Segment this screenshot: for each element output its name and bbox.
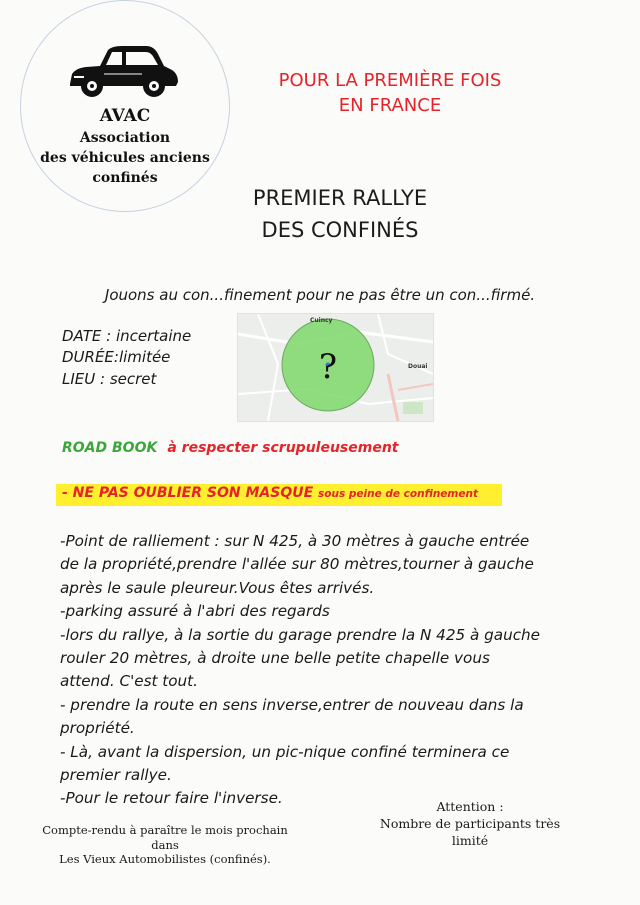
road-book-label: ROAD BOOK (62, 440, 158, 456)
map-label-right: Douai (408, 363, 428, 370)
body-line: -Point de ralliement : sur N 425, à 30 mètres à gauche entrée (60, 532, 530, 550)
logo-name: AVAC (99, 106, 151, 126)
headline-line2: EN FRANCE (338, 95, 442, 116)
footer-right-line1: Attention : (436, 799, 504, 814)
instructions-body (60, 530, 600, 811)
logo-line3: confinés (92, 170, 158, 186)
footer-right (370, 798, 570, 849)
footer-right-line3: limité (451, 833, 489, 848)
body-line: de la propriété,prendre l'allée sur 80 mètres,tourner à gauche (60, 555, 534, 574)
footer-left-line3: Les Vieux Automobilistes (confinés). (59, 852, 271, 866)
mask-small: sous peine de confinement (318, 488, 478, 500)
headline-line1: POUR LA PREMIÈRE FOIS (278, 70, 502, 91)
title-line2: DES CONFINÉS (261, 218, 419, 242)
info-duree: DURÉE:limitée (62, 348, 171, 366)
body-line: propriété. (60, 719, 135, 738)
footer-left-line2: dans (151, 837, 179, 852)
body-line: rouler 20 mètres, à droite une belle petite chapelle vous (60, 649, 490, 668)
body-line: - Là, avant la dispersion, un pic-nique confiné terminera ce (60, 742, 510, 761)
logo-line2: des véhicules anciens (40, 150, 210, 166)
title-line1: PREMIER RALLYE (252, 186, 428, 210)
body-line: après le saule pleureur.Vous êtes arrivés. (60, 578, 375, 597)
map-image (238, 314, 433, 421)
footer-right-line2: Nombre de participants très (379, 816, 561, 831)
road-book-note: à respecter scrupuleusement (167, 440, 399, 456)
road-book-line (62, 440, 399, 456)
body-line: -parking assuré à l'abri des regards (60, 602, 330, 621)
map-question-mark: ? (318, 347, 338, 387)
mask-main: - NE PAS OUBLIER SON MASQUE (62, 485, 314, 501)
map-label-top: Cuincy (310, 317, 333, 324)
intro-text: Jouons au con...finement pour ne pas être un con...firmé. (104, 286, 536, 304)
logo-line1: Association (79, 130, 171, 146)
footer-left (30, 823, 300, 867)
footer-left-line1: Compte-rendu à paraître le mois prochain (42, 823, 288, 837)
body-line: attend. C'est tout. (60, 672, 198, 691)
vintage-car-icon (66, 40, 180, 104)
body-line: premier rallye. (60, 766, 172, 785)
body-line: - prendre la route en sens inverse,entrer de nouveau dans la (60, 695, 524, 714)
body-line: -lors du rallye, à la sortie du garage prendre la N 425 à gauche (60, 625, 541, 644)
info-lieu: LIEU : secret (62, 370, 157, 388)
info-date: DATE : incertaine (62, 327, 192, 345)
map-graphic (238, 314, 433, 421)
mask-line (62, 485, 478, 501)
body-line: -Pour le retour faire l'inverse. (60, 789, 283, 808)
